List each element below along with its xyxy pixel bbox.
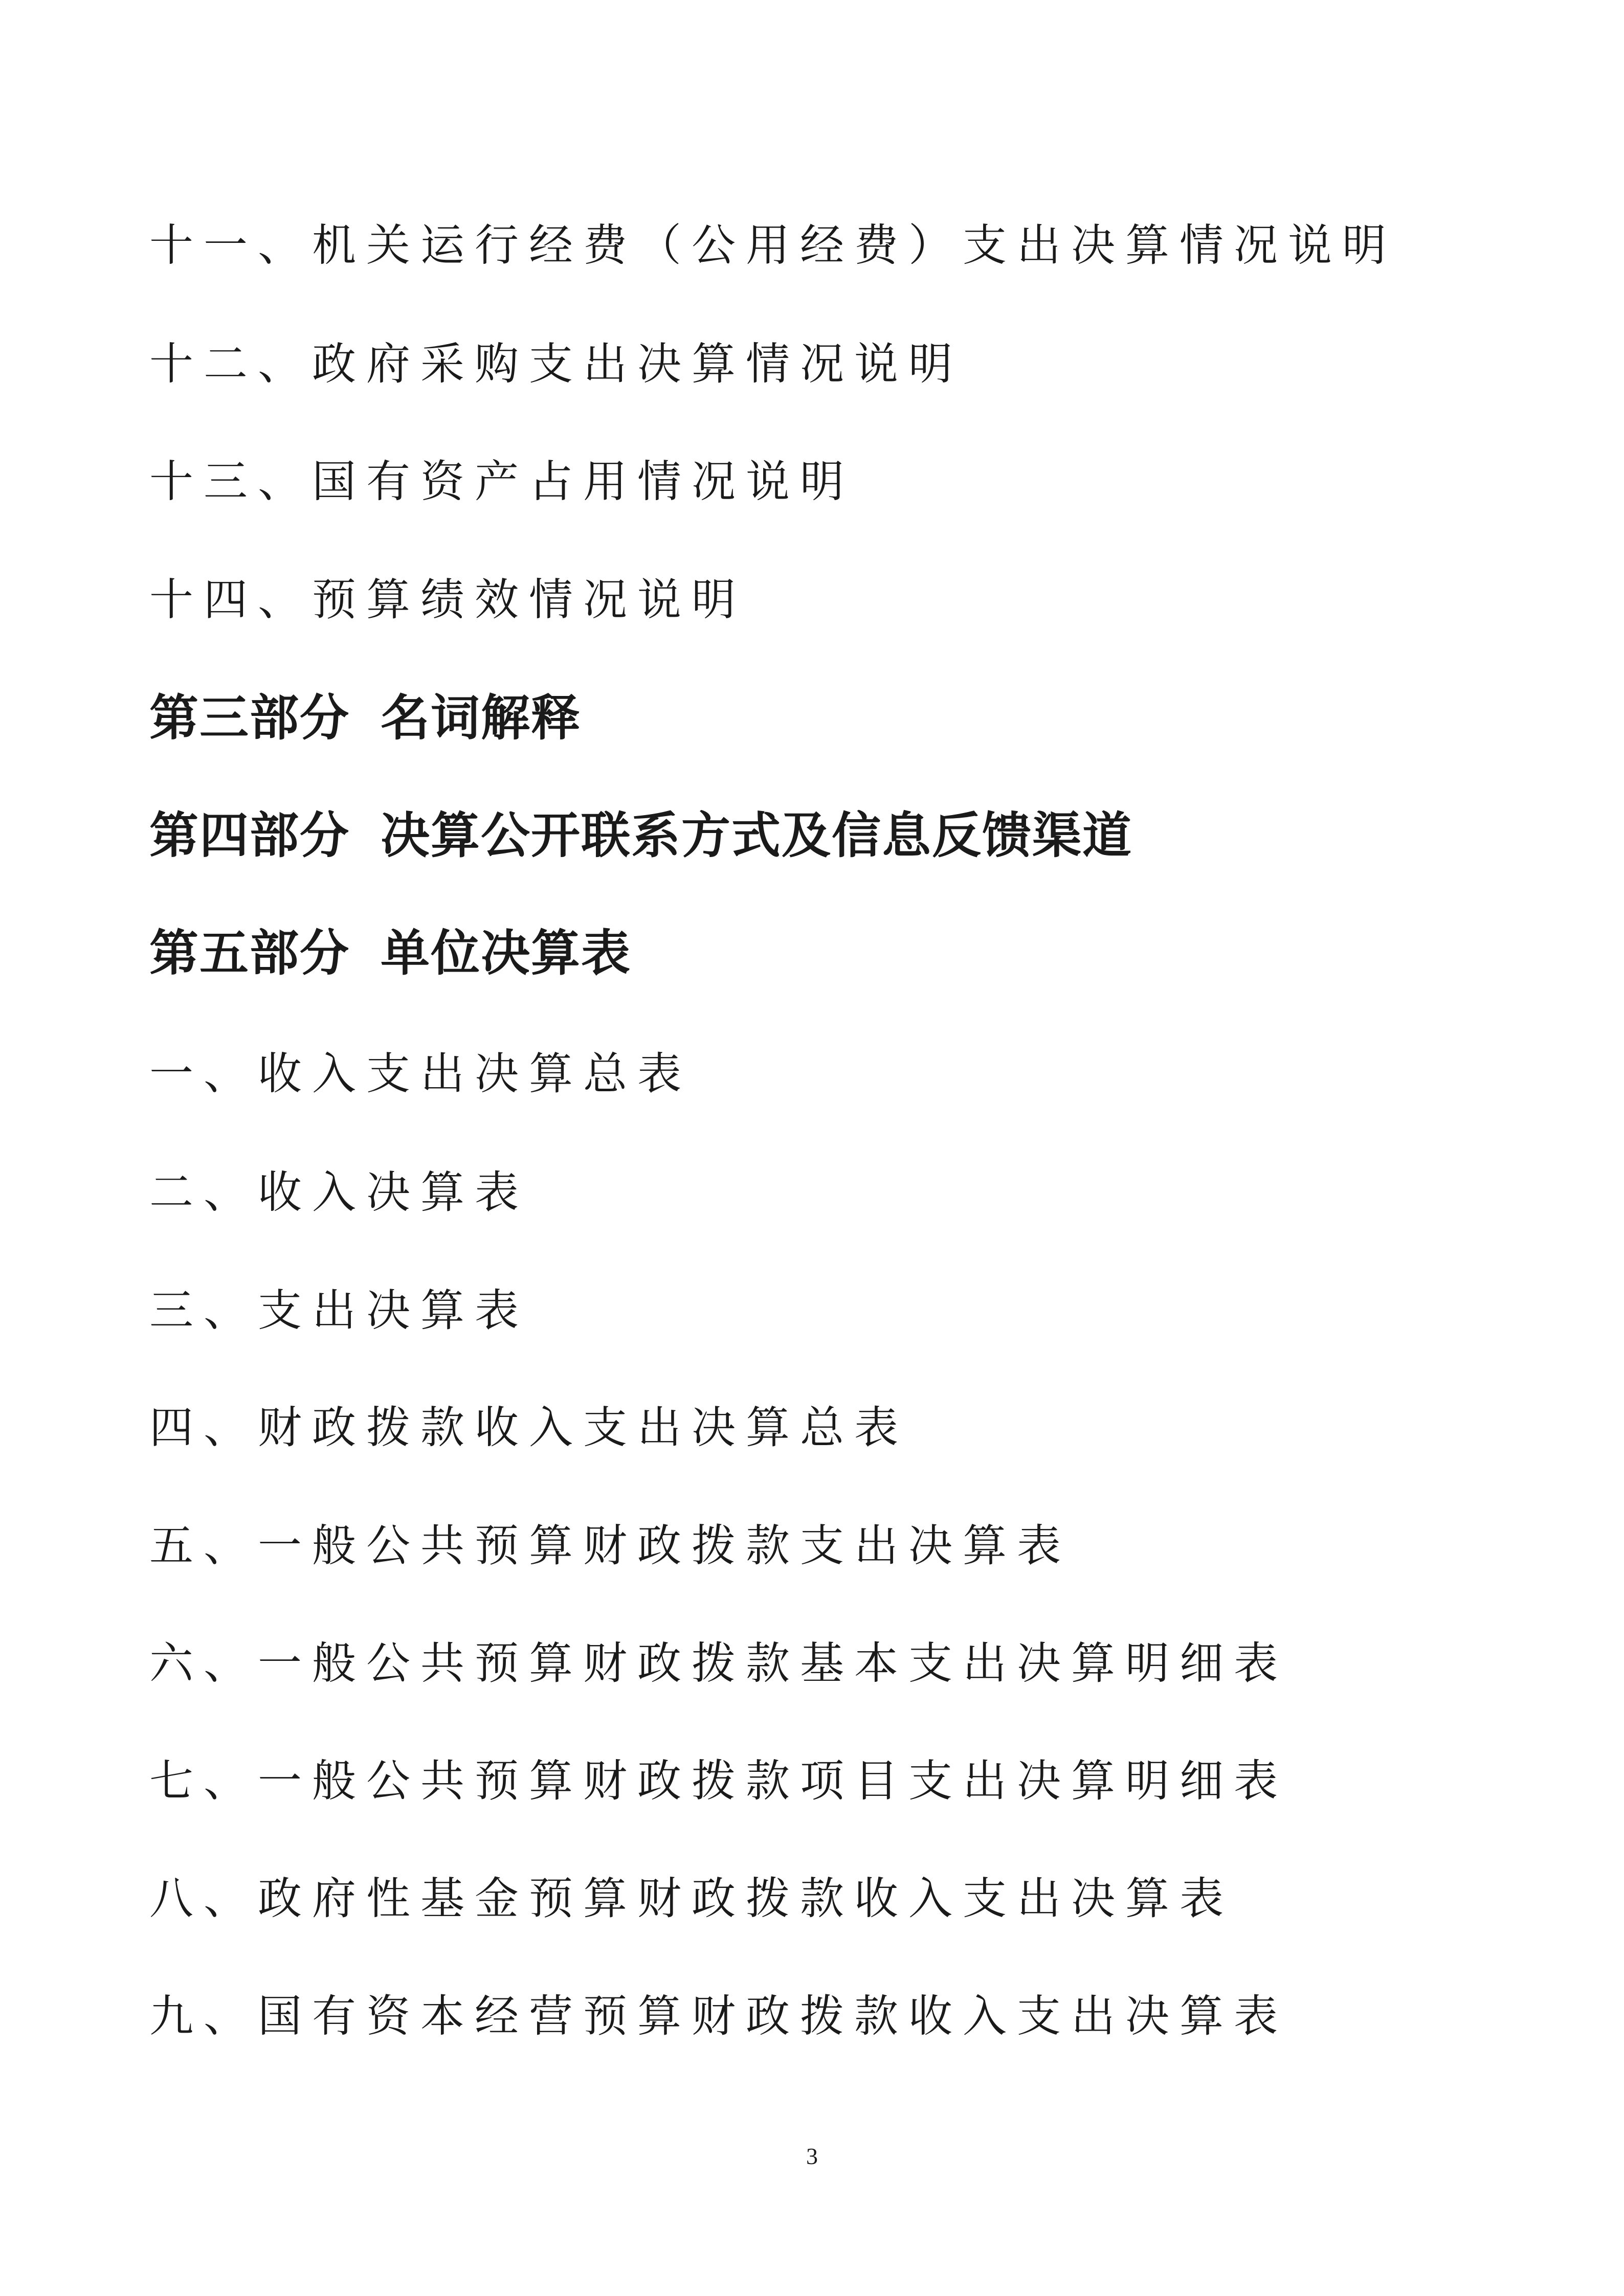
page-number: 3 xyxy=(806,2143,818,2169)
table-list-item-7: 七、一般公共预算财政拨款项目支出决算明细表 xyxy=(149,1755,1288,1807)
table-list-item-4: 四、财政拨款收入支出决算总表 xyxy=(149,1402,908,1453)
toc-item-12: 十二、政府采购支出决算情况说明 xyxy=(149,339,963,390)
section-heading-part5 xyxy=(149,914,631,984)
table-list-item-6: 六、一般公共预算财政拨款基本支出决算明细表 xyxy=(149,1638,1288,1689)
table-list-item-3: 三、支出决算表 xyxy=(149,1285,529,1336)
table-list-item-9: 九、国有资本经营预算财政拨款收入支出决算表 xyxy=(149,1991,1288,2042)
section-heading-part4 xyxy=(149,797,1132,867)
section-heading-part-label: 第五部分 xyxy=(149,924,350,982)
section-heading-title: 决算公开联系方式及信息反馈渠道 xyxy=(381,806,1132,864)
table-list-item-1: 一、收入支出决算总表 xyxy=(149,1048,692,1099)
toc-item-14: 十四、预算绩效情况说明 xyxy=(149,574,746,625)
toc-item-11: 十一、机关运行经费（公用经费）支出决算情况说明 xyxy=(149,220,1396,271)
section-heading-part3 xyxy=(149,679,581,749)
table-list-item-2: 二、收入决算表 xyxy=(149,1167,529,1218)
section-heading-title: 单位决算表 xyxy=(381,924,631,982)
section-heading-part-label: 第三部分 xyxy=(149,689,350,747)
table-list-item-8: 八、政府性基金预算财政拨款收入支出决算表 xyxy=(149,1873,1234,1924)
toc-item-13: 十三、国有资产占用情况说明 xyxy=(149,456,854,507)
section-heading-title: 名词解释 xyxy=(381,689,581,747)
section-heading-part-label: 第四部分 xyxy=(149,806,350,864)
table-list-item-5: 五、一般公共预算财政拨款支出决算表 xyxy=(149,1520,1071,1571)
